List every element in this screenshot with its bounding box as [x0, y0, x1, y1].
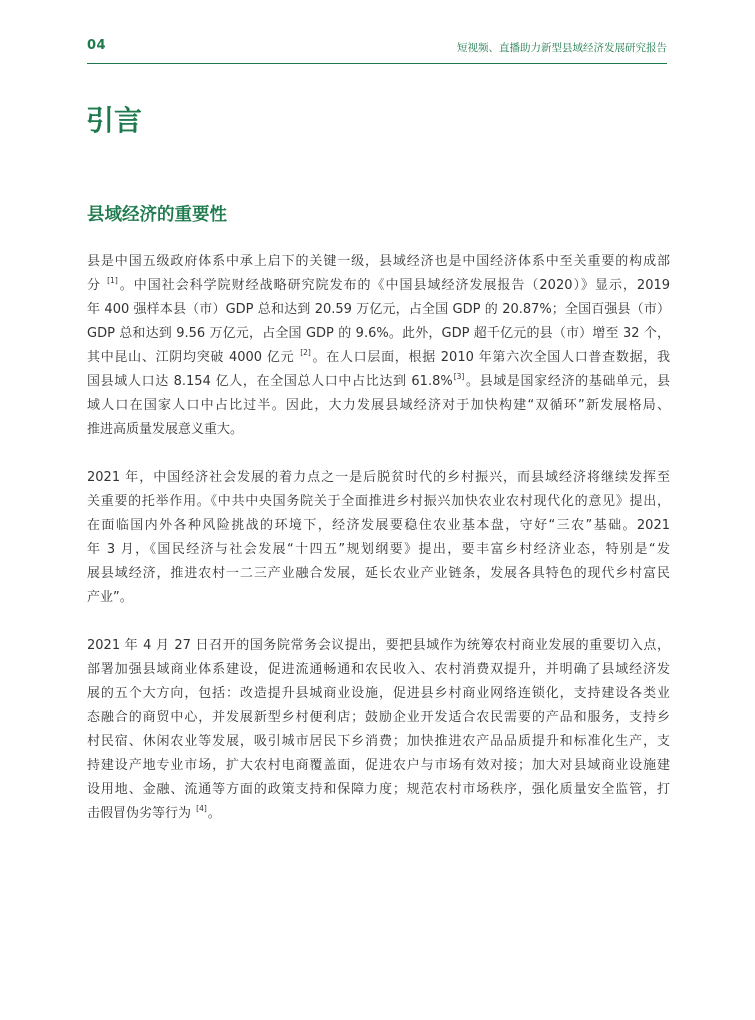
body-paragraph [87, 466, 670, 610]
body-paragraph [87, 634, 670, 826]
body-text [87, 250, 670, 850]
text-segment: 部署加强县域商业体系建设，促进流通畅通和农民收入、农村消费双提升，并明确了县域经济发 [87, 662, 670, 677]
text-line [87, 634, 670, 658]
text-segment: 产业”。 [87, 590, 133, 605]
text-line [87, 274, 670, 298]
text-segment: 。在人口层面，根据 2010 年第六次全国人口普查数据，我 [311, 350, 670, 365]
text-segment: 县是中国五级政府体系中承上启下的关键一级，县域经济也是中国经济体系中至关重要的构成部 [87, 254, 670, 269]
text-segment: 在面临国内外各种风险挑战的环境下，经济发展要稳住农业基本盘，守好“三农”基础。2021 [87, 518, 670, 533]
text-line [87, 298, 670, 322]
citation-reference: [3] [453, 372, 465, 382]
text-line [87, 562, 670, 586]
text-segment: 2021 年 4 月 27 日召开的国务院常务会议提出，要把县域作为统筹农村商业发展的重要切入点， [87, 638, 670, 653]
chapter-title: 引言 [86, 104, 143, 137]
text-segment: 关重要的托举作用。《中共中央国务院关于全面推进乡村振兴加快农业农村现代化的意见》提出， [87, 494, 670, 509]
text-segment: 态融合的商贸中心，并发展新型乡村便利店；鼓励企业开发适合农民需要的产品和服务，支持乡 [87, 710, 670, 725]
text-line [87, 706, 670, 730]
text-segment: 持建设产地专业市场，扩大农村电商覆盖面，促进农户与市场有效对接；加大对县域商业设施建 [87, 758, 670, 773]
text-segment: 。 [207, 806, 221, 821]
text-line [87, 538, 670, 562]
text-segment: 。中国社会科学院财经战略研究院发布的《中国县域经济发展报告（2020）》显示，2019 [118, 278, 671, 293]
page-number: 04 [87, 38, 107, 53]
text-line [87, 754, 670, 778]
text-line [87, 322, 670, 346]
text-segment: 。县域是国家经济的基础单元，县 [465, 374, 670, 389]
text-line [87, 778, 670, 802]
text-line [87, 250, 670, 274]
text-line [87, 802, 670, 826]
text-line [87, 658, 670, 682]
text-line [87, 346, 670, 370]
text-line [87, 586, 670, 610]
text-segment: 2021 年，中国经济社会发展的着力点之一是后脱贫时代的乡村振兴，而县域经济将继续发挥至 [87, 470, 670, 485]
text-segment: 展县域经济，推进农村一二三产业融合发展，延长农业产业链条，发展各具特色的现代乡村富民 [87, 566, 670, 581]
text-segment: 击假冒伪劣等行为 [87, 806, 196, 821]
text-line [87, 682, 670, 706]
text-segment: GDP 总和达到 9.56 万亿元，占全国 GDP 的 9.6%。此外，GDP 超千亿元的县（市）增至 32 个， [87, 326, 670, 341]
text-line [87, 418, 670, 442]
citation-reference: [1] [107, 276, 118, 286]
citation-reference: [2] [300, 348, 311, 358]
text-segment: 域人口在国家人口中占比过半。因此，大力发展县域经济对于加快构建“双循环”新发展格局、 [87, 398, 670, 413]
text-line [87, 730, 670, 754]
text-segment: 年 3 月，《国民经济与社会发展“十四五”规划纲要》提出，要丰富乡村经济业态，特别是“发 [87, 542, 670, 557]
citation-reference: [4] [196, 804, 207, 814]
text-segment: 村民宿、休闲农业等发展，吸引城市居民下乡消费；加快推进农产品品质提升和标准化生产，支 [87, 734, 670, 749]
text-segment: 推进高质量发展意义重大。 [87, 422, 244, 437]
header-rule [87, 63, 667, 64]
text-line [87, 514, 670, 538]
text-segment: 分 [87, 278, 107, 293]
text-segment: 年 400 强样本县（市）GDP 总和达到 20.59 万亿元，占全国 GDP 的 20.87%；全国百强县（市） [87, 302, 670, 317]
text-line [87, 490, 670, 514]
section-title: 县域经济的重要性 [87, 205, 227, 225]
text-line [87, 394, 670, 418]
text-segment: 展的五个大方向，包括：改造提升县城商业设施，促进县乡村商业网络连锁化，支持建设各类业 [87, 686, 670, 701]
text-line [87, 370, 670, 394]
text-line [87, 466, 670, 490]
text-segment: 设用地、金融、流通等方面的政策支持和保障力度；规范农村市场秩序，强化质量安全监管，打 [87, 782, 670, 797]
running-header: 短视频、直播助力新型县域经济发展研究报告 [457, 42, 667, 54]
text-segment: 其中昆山、江阴均突破 4000 亿元 [87, 350, 300, 365]
body-paragraph [87, 250, 670, 442]
text-segment: 国县域人口达 8.154 亿人，在全国总人口中占比达到 61.8% [87, 374, 453, 389]
